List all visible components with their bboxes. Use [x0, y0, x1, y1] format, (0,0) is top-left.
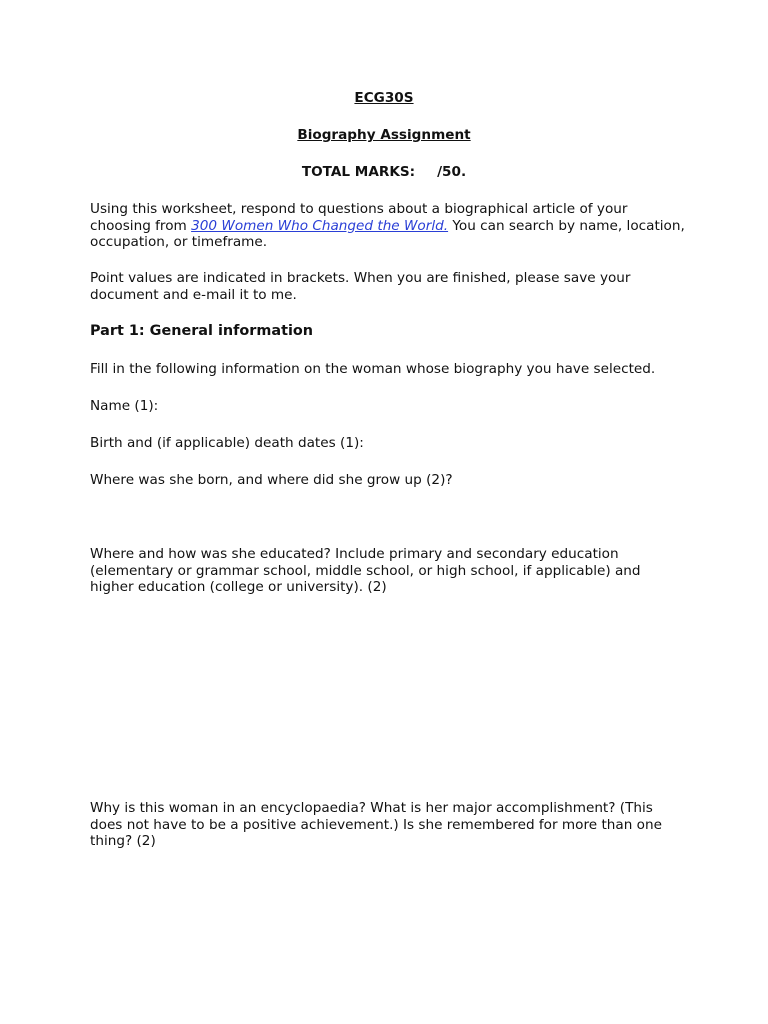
part1-lead: Fill in the following information on the woman whose biography you have selected. [90, 361, 656, 377]
question-name: Name (1): [90, 398, 159, 414]
total-marks-line [0, 164, 768, 181]
women-changed-world-link[interactable]: 300 Women Who Changed the World. [191, 217, 449, 234]
part1-heading: Part 1: General information [90, 323, 314, 339]
total-marks-label: TOTAL MARKS: [301, 164, 416, 180]
document-title: Biography Assignment [297, 127, 471, 143]
course-code: ECG30S [354, 90, 414, 106]
question-dates: Birth and (if applicable) death dates (1): [90, 435, 364, 451]
total-marks-value: /50. [437, 164, 467, 180]
instructions-paragraph: Point values are indicated in brackets. When you are finished, please save your document and e-mail it to me. [90, 270, 631, 303]
intro-text-end: You can search by name, location, occupation, or timeframe. [90, 217, 685, 250]
intro-text-start: Using this worksheet, respond to questions about a biographical article of your choosing from [90, 201, 628, 234]
intro-paragraph [90, 201, 690, 251]
question-birthplace: Where was she born, and where did she grow up (2)? [90, 472, 453, 488]
question-accomplishment: Why is this woman in an encyclopaedia? What is her major accomplishment? (This does not have to be a positive achievement.) Is she remembered for more than one thing? (2) [90, 800, 662, 849]
question-education: Where and how was she educated? Include primary and secondary education (elementary or grammar school, middle school, or high school, if applicable) and higher education (college or university). (2) [90, 546, 641, 595]
